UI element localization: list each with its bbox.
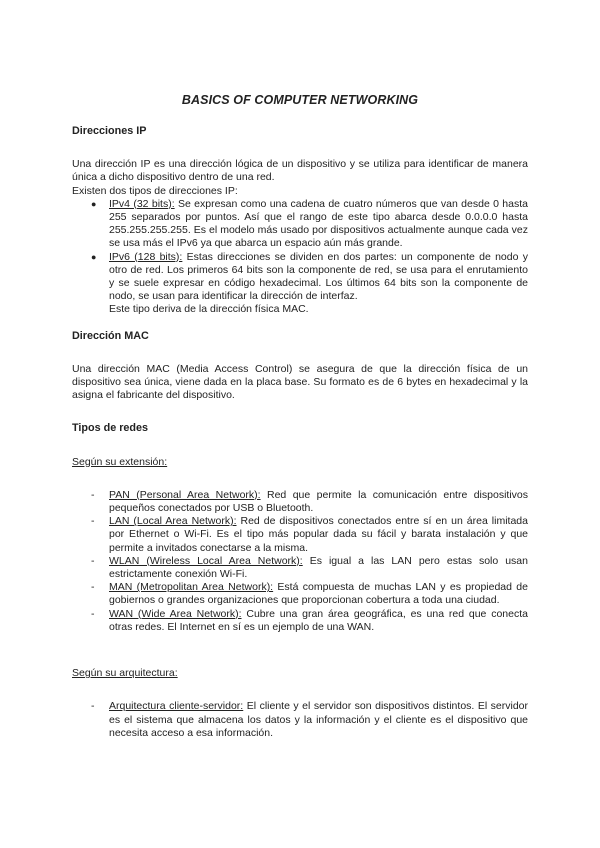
ip-types-intro: Existen dos tipos de direcciones IP: (72, 184, 238, 197)
text-man: Está compuesta de muchas LAN y es propiedad de gobiernos o grandes organizaciones que proporcionan cobertura a toda una ciudad. (109, 581, 528, 607)
architecture-list (72, 700, 528, 740)
dash-glyph: - (91, 554, 95, 567)
text-lan: Red de dispositivos conectados entre sí en un área limitada por Ethernet o Wi-Fi. Es el tipo más popular dada su fácil y barata instalación y que permite a invitados conectarse a la misma. (109, 515, 528, 554)
bullet-icon: ● (91, 251, 97, 262)
bullet-icon: ● (91, 198, 97, 209)
mac-paragraph: Una dirección MAC (Media Access Control) se asegura de que la dirección física de un dispositivo sea única, viene dada en la placa base. Su formato es de 6 bytes en hexadecimal y la asigna el fabricante del dispositivo. (72, 362, 528, 402)
dash-glyph: - (91, 581, 95, 594)
text-wlan: Es igual a las LAN pero estas solo usan estrictamente conexión Wi-Fi. (109, 554, 528, 581)
term-lan: LAN (Local Area Network): (109, 515, 237, 528)
list-item-ipv6 (91, 250, 528, 317)
list-item-lan (91, 515, 528, 555)
text-pan: Red que permite la comunicación entre dispositivos pequeños conectados por USB o Bluetooth. (109, 488, 528, 515)
term-pan: PAN (Personal Area Network): (109, 488, 261, 501)
term-ipv4: IPv4 (32 bits): (109, 197, 175, 210)
document-page (72, 93, 528, 740)
term-wlan: WLAN (Wireless Local Area Network): (109, 554, 303, 567)
term-wan: WAN (Wide Area Network): (109, 607, 242, 620)
heading-mac-address: Dirección MAC (72, 329, 149, 342)
subheading-by-architecture: Según su arquitectura: (72, 667, 178, 680)
heading-network-types: Tipos de redes (72, 422, 149, 435)
text-ipv6: Estas direcciones se dividen en dos partes: un componente de nodo y otro de red. Los primeros 64 bits son la componente de red, se usa para el enrutamiento y se suele expresar en código hexadecimal. Los últimos 64 bits son la componente de nodo, se usan para identificar la dirección de interfaz. (109, 250, 528, 303)
dash-glyph: - (91, 700, 95, 713)
list-item-client-server (91, 700, 529, 740)
text-ipv4: Se expresan como una cadena de cuatro números que van desde 0 hasta 255 separados por puntos. Así que el rango de este tipo abarca desde 0.0.0.0 hasta 255.255.255.255. Es el modelo más usado por dispositivos actualmente aunque cada vez se usa más el IPv6 ya que abarca un espacio aún más grande. (109, 197, 528, 250)
subheading-by-extension: Según su extensión: (72, 455, 168, 468)
list-item-ipv4 (91, 197, 528, 251)
ip-types-list (72, 198, 528, 317)
text-client-server: El cliente y el servidor son dispositivos distintos. El servidor es el sistema que almacena los datos y la información y el cliente es el dispositivo que necesita acceso a esa información. (109, 700, 529, 739)
dash-glyph: - (91, 515, 95, 528)
list-item-wlan (91, 554, 528, 581)
term-client-server: Arquitectura cliente-servidor: (109, 700, 244, 713)
extension-list (72, 489, 528, 634)
list-item-wan (91, 607, 528, 634)
term-ipv6: IPv6 (128 bits): (109, 250, 183, 263)
ip-intro-paragraph: Una dirección IP es una dirección lógica de un dispositivo y se utiliza para identificar de manera única a dicho dispositivo dentro de una red. (72, 158, 528, 184)
dash-glyph: - (91, 607, 95, 620)
heading-ip-addresses: Direcciones IP (72, 125, 147, 137)
dash-glyph: - (91, 488, 95, 501)
text-ipv6-extra: Este tipo deriva de la dirección física MAC. (109, 303, 309, 316)
text-wan: Cubre una gran área geográfica, es una red que conecta otras redes. El Internet en sí es un ejemplo de una WAN. (109, 607, 528, 633)
list-item-pan (91, 488, 528, 515)
list-item-man (91, 581, 528, 607)
term-man: MAN (Metropolitan Area Network): (109, 581, 274, 594)
document-title: BASICS OF COMPUTER NETWORKING (181, 93, 419, 107)
